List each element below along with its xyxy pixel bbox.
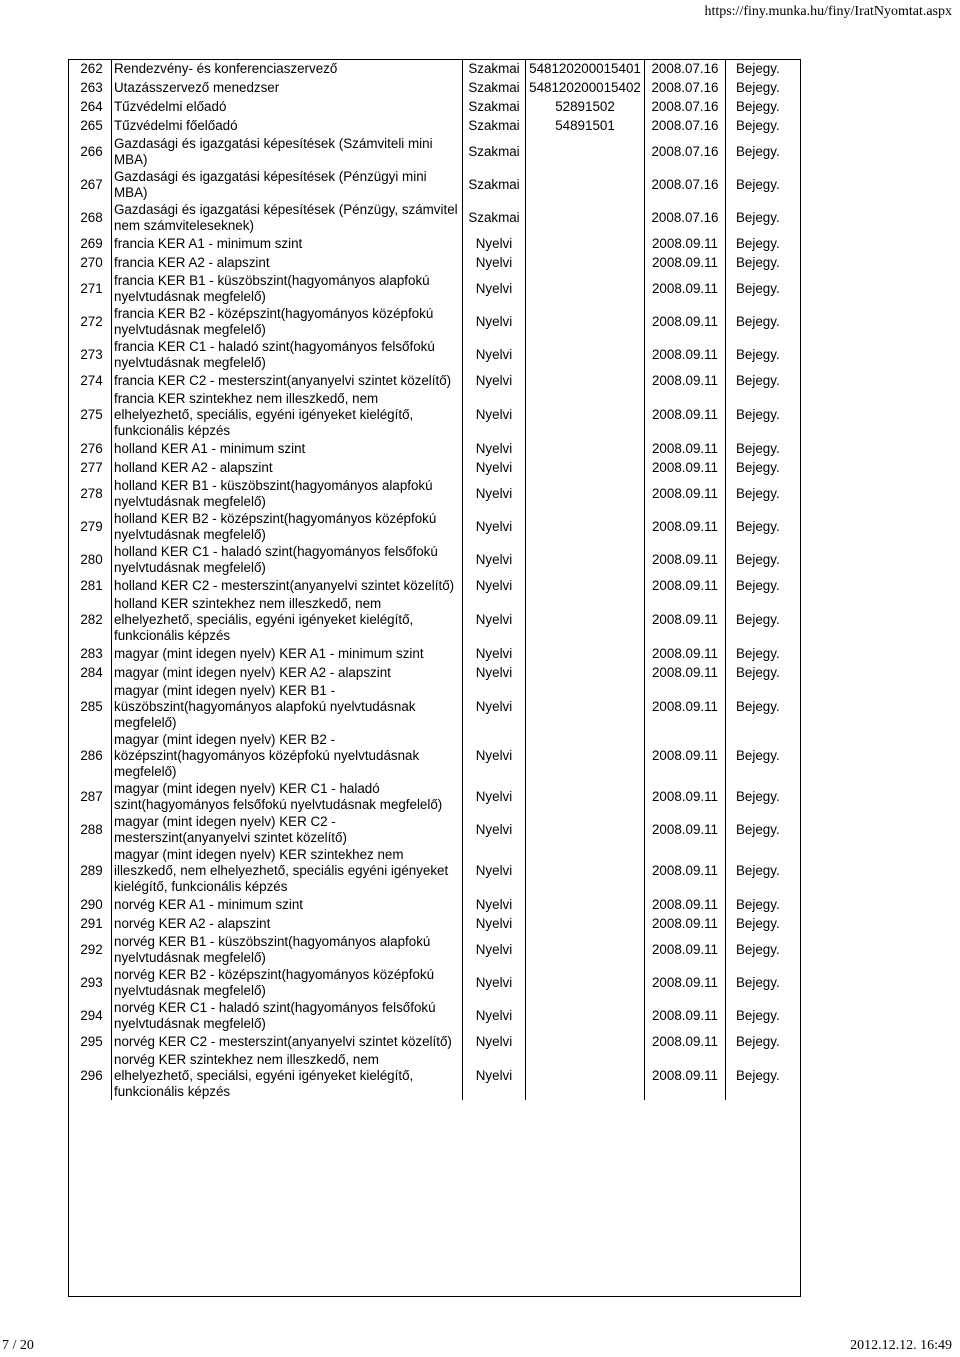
qualification-code: [526, 477, 645, 510]
row-number: 268: [80, 210, 103, 225]
registration-status: Bejegy.: [726, 576, 829, 595]
page-number: 7 / 20: [2, 1338, 34, 1353]
table-row: [68, 543, 828, 576]
registration-date: 2008.09.11: [645, 371, 726, 390]
qualification-name: francia KER B2 - középszint(hagyományos középfokú nyelvtudásnak megfelelő): [112, 305, 463, 338]
table-row: [68, 59, 828, 78]
qualification-name: holland KER B2 - középszint(hagyományos középfokú nyelvtudásnak megfelelő): [112, 510, 463, 543]
table-row: [68, 439, 828, 458]
qualification-code: [526, 966, 645, 999]
registration-date: 2008.07.16: [645, 59, 726, 78]
registration-status: Bejegy.: [726, 1032, 829, 1051]
qualification-code: 54891501: [526, 116, 645, 135]
qualification-code: [526, 510, 645, 543]
row-number: 277: [80, 460, 103, 475]
qualification-name: norvég KER B2 - középszint(hagyományos középfokú nyelvtudásnak megfelelő): [112, 966, 463, 999]
registration-date: 2008.09.11: [645, 458, 726, 477]
row-number: 276: [80, 441, 103, 456]
registration-status: Bejegy.: [726, 510, 829, 543]
qualification-type: Szakmai: [463, 59, 526, 78]
qualification-code: [526, 846, 645, 895]
qualification-name: magyar (mint idegen nyelv) KER szintekhez nem illeszkedő, nem elhelyezhető, speciális egyéni igényeket kielégítő, funkcionális képzés: [112, 846, 463, 895]
registration-date: 2008.09.11: [645, 595, 726, 644]
qualification-type: Nyelvi: [463, 510, 526, 543]
row-number: 266: [80, 144, 103, 159]
row-number: 285: [80, 699, 103, 714]
table-row: [68, 458, 828, 477]
registration-date: 2008.09.11: [645, 272, 726, 305]
qualification-code: [526, 644, 645, 663]
registration-date: 2008.07.16: [645, 116, 726, 135]
registration-date: 2008.07.16: [645, 201, 726, 234]
table-row: [68, 272, 828, 305]
registration-date: 2008.07.16: [645, 78, 726, 97]
registration-date: 2008.09.11: [645, 966, 726, 999]
table-row: [68, 933, 828, 966]
qualification-code: [526, 1032, 645, 1051]
qualification-type: Szakmai: [463, 135, 526, 168]
registration-date: 2008.09.11: [645, 510, 726, 543]
qualification-code: [526, 933, 645, 966]
qualification-name: magyar (mint idegen nyelv) KER C2 - mesterszint(anyanyelvi szintet közelítő): [112, 813, 463, 846]
qualification-code: [526, 543, 645, 576]
qualification-type: Szakmai: [463, 168, 526, 201]
qualification-code: [526, 135, 645, 168]
registration-status: Bejegy.: [726, 168, 829, 201]
qualification-type: Nyelvi: [463, 439, 526, 458]
registration-date: 2008.09.11: [645, 682, 726, 731]
qualification-type: Nyelvi: [463, 644, 526, 663]
qualification-code: [526, 338, 645, 371]
table-row: [68, 966, 828, 999]
table-row: [68, 999, 828, 1032]
qualification-code: [526, 371, 645, 390]
registration-date: 2008.09.11: [645, 338, 726, 371]
qualification-type: Nyelvi: [463, 813, 526, 846]
registration-date: 2008.09.11: [645, 999, 726, 1032]
page-url: https://finy.munka.hu/finy/IratNyomtat.aspx: [704, 4, 952, 19]
qualification-code: [526, 458, 645, 477]
qualification-type: Nyelvi: [463, 1032, 526, 1051]
qualification-code: [526, 201, 645, 234]
qualification-type: Szakmai: [463, 116, 526, 135]
registration-status: Bejegy.: [726, 663, 829, 682]
qualification-code: 548120200015401: [526, 59, 645, 78]
qualification-name: norvég KER szintekhez nem illeszkedő, nem elhelyezhető, speciálsi, egyéni igényeket kielégítő, funkcionális képzés: [112, 1051, 463, 1100]
table-row: [68, 78, 828, 97]
registration-date: 2008.09.11: [645, 813, 726, 846]
qualification-name: holland KER C2 - mesterszint(anyanyelvi szintet közelítő): [112, 576, 463, 595]
registration-status: Bejegy.: [726, 914, 829, 933]
qualification-table-body: [68, 59, 828, 1100]
table-row: [68, 477, 828, 510]
qualification-name: Tűzvédelmi előadó: [112, 97, 463, 116]
qualification-code: [526, 780, 645, 813]
qualification-type: Szakmai: [463, 78, 526, 97]
qualification-name: norvég KER C1 - haladó szint(hagyományos felsőfokú nyelvtudásnak megfelelő): [112, 999, 463, 1032]
table-row: [68, 682, 828, 731]
row-number: 262: [80, 61, 103, 76]
row-number: 294: [80, 1008, 103, 1023]
row-number: 264: [80, 99, 103, 114]
qualification-name: holland KER szintekhez nem illeszkedő, nem elhelyezhető, speciális, egyéni igényeket kielégítő, funkcionális képzés: [112, 595, 463, 644]
qualification-table: [68, 59, 828, 1100]
qualification-type: Nyelvi: [463, 999, 526, 1032]
qualification-name: holland KER C1 - haladó szint(hagyományos felsőfokú nyelvtudásnak megfelelő): [112, 543, 463, 576]
qualification-type: Nyelvi: [463, 543, 526, 576]
row-number: 288: [80, 822, 103, 837]
row-number: 295: [80, 1034, 103, 1049]
row-number: 275: [80, 407, 103, 422]
qualification-code: [526, 595, 645, 644]
registration-status: Bejegy.: [726, 644, 829, 663]
registration-date: 2008.09.11: [645, 305, 726, 338]
registration-date: 2008.09.11: [645, 914, 726, 933]
registration-status: Bejegy.: [726, 135, 829, 168]
qualification-name: magyar (mint idegen nyelv) KER B1 - küszöbszint(hagyományos alapfokú nyelvtudásnak megfelelő): [112, 682, 463, 731]
qualification-name: magyar (mint idegen nyelv) KER C1 - haladó szint(hagyományos felsőfokú nyelvtudásnak megfelelő): [112, 780, 463, 813]
row-number: 274: [80, 373, 103, 388]
row-number: 284: [80, 665, 103, 680]
row-number: 293: [80, 975, 103, 990]
row-number: 283: [80, 646, 103, 661]
registration-date: 2008.09.11: [645, 576, 726, 595]
qualification-name: francia KER A2 - alapszint: [112, 253, 463, 272]
qualification-type: Nyelvi: [463, 576, 526, 595]
qualification-table-container: [68, 59, 801, 1100]
qualification-name: holland KER A2 - alapszint: [112, 458, 463, 477]
qualification-code: [526, 390, 645, 439]
registration-date: 2008.09.11: [645, 846, 726, 895]
qualification-name: Tűzvédelmi főelőadó: [112, 116, 463, 135]
qualification-name: francia KER A1 - minimum szint: [112, 234, 463, 253]
table-row: [68, 914, 828, 933]
registration-date: 2008.09.11: [645, 543, 726, 576]
table-row: [68, 135, 828, 168]
registration-status: Bejegy.: [726, 201, 829, 234]
row-number: 263: [80, 80, 103, 95]
qualification-type: Nyelvi: [463, 780, 526, 813]
qualification-name: Gazdasági és igazgatási képesítések (Pénzügyi mini MBA): [112, 168, 463, 201]
row-number: 279: [80, 519, 103, 534]
qualification-type: Nyelvi: [463, 682, 526, 731]
table-row: [68, 846, 828, 895]
registration-date: 2008.07.16: [645, 135, 726, 168]
registration-status: Bejegy.: [726, 116, 829, 135]
registration-date: 2008.09.11: [645, 780, 726, 813]
table-row: [68, 234, 828, 253]
registration-date: 2008.09.11: [645, 477, 726, 510]
row-number: 272: [80, 314, 103, 329]
registration-status: Bejegy.: [726, 390, 829, 439]
qualification-type: Nyelvi: [463, 1051, 526, 1100]
qualification-name: norvég KER A1 - minimum szint: [112, 895, 463, 914]
registration-status: Bejegy.: [726, 543, 829, 576]
registration-status: Bejegy.: [726, 59, 829, 78]
qualification-name: norvég KER C2 - mesterszint(anyanyelvi szintet közelítő): [112, 1032, 463, 1051]
qualification-name: norvég KER B1 - küszöbszint(hagyományos alapfokú nyelvtudásnak megfelelő): [112, 933, 463, 966]
table-row: [68, 780, 828, 813]
qualification-type: Szakmai: [463, 201, 526, 234]
qualification-name: holland KER B1 - küszöbszint(hagyományos alapfokú nyelvtudásnak megfelelő): [112, 477, 463, 510]
qualification-code: [526, 813, 645, 846]
registration-date: 2008.09.11: [645, 253, 726, 272]
qualification-name: francia KER B1 - küszöbszint(hagyományos alapfokú nyelvtudásnak megfelelő): [112, 272, 463, 305]
qualification-type: Nyelvi: [463, 933, 526, 966]
qualification-type: Szakmai: [463, 97, 526, 116]
table-row: [68, 1051, 828, 1100]
table-row: [68, 576, 828, 595]
qualification-type: Nyelvi: [463, 595, 526, 644]
print-timestamp: 2012.12.12. 16:49: [850, 1338, 952, 1353]
row-number: 290: [80, 897, 103, 912]
table-row: [68, 731, 828, 780]
registration-status: Bejegy.: [726, 97, 829, 116]
qualification-code: [526, 272, 645, 305]
registration-status: Bejegy.: [726, 895, 829, 914]
qualification-type: Nyelvi: [463, 272, 526, 305]
registration-date: 2008.09.11: [645, 1051, 726, 1100]
qualification-type: Nyelvi: [463, 731, 526, 780]
qualification-code: [526, 234, 645, 253]
qualification-type: Nyelvi: [463, 663, 526, 682]
qualification-name: holland KER A1 - minimum szint: [112, 439, 463, 458]
registration-date: 2008.07.16: [645, 168, 726, 201]
qualification-type: Nyelvi: [463, 966, 526, 999]
qualification-name: francia KER C1 - haladó szint(hagyományos felsőfokú nyelvtudásnak megfelelő): [112, 338, 463, 371]
qualification-name: Gazdasági és igazgatási képesítések (Pénzügy, számvitel nem számviteleseknek): [112, 201, 463, 234]
registration-status: Bejegy.: [726, 1051, 829, 1100]
row-number: 267: [80, 177, 103, 192]
row-number: 287: [80, 789, 103, 804]
registration-date: 2008.09.11: [645, 731, 726, 780]
registration-status: Bejegy.: [726, 338, 829, 371]
qualification-type: Nyelvi: [463, 371, 526, 390]
qualification-name: Utazásszervező menedzser: [112, 78, 463, 97]
table-row: [68, 116, 828, 135]
registration-status: Bejegy.: [726, 846, 829, 895]
registration-date: 2008.09.11: [645, 933, 726, 966]
table-row: [68, 510, 828, 543]
qualification-name: magyar (mint idegen nyelv) KER A1 - minimum szint: [112, 644, 463, 663]
registration-date: 2008.09.11: [645, 663, 726, 682]
qualification-name: francia KER C2 - mesterszint(anyanyelvi szintet közelítő): [112, 371, 463, 390]
row-number: 278: [80, 486, 103, 501]
row-number: 292: [80, 942, 103, 957]
table-row: [68, 253, 828, 272]
qualification-code: 548120200015402: [526, 78, 645, 97]
qualification-name: magyar (mint idegen nyelv) KER A2 - alapszint: [112, 663, 463, 682]
registration-status: Bejegy.: [726, 813, 829, 846]
registration-status: Bejegy.: [726, 458, 829, 477]
row-number: 269: [80, 236, 103, 251]
qualification-code: [526, 731, 645, 780]
row-number: 282: [80, 612, 103, 627]
table-row: [68, 895, 828, 914]
row-number: 296: [80, 1068, 103, 1083]
qualification-type: Nyelvi: [463, 914, 526, 933]
qualification-type: Nyelvi: [463, 305, 526, 338]
registration-date: 2008.09.11: [645, 390, 726, 439]
registration-date: 2008.09.11: [645, 439, 726, 458]
table-row: [68, 390, 828, 439]
registration-status: Bejegy.: [726, 731, 829, 780]
registration-status: Bejegy.: [726, 253, 829, 272]
qualification-type: Nyelvi: [463, 253, 526, 272]
registration-status: Bejegy.: [726, 234, 829, 253]
table-row: [68, 813, 828, 846]
qualification-name: magyar (mint idegen nyelv) KER B2 - középszint(hagyományos középfokú nyelvtudásnak megfelelő): [112, 731, 463, 780]
qualification-type: Nyelvi: [463, 895, 526, 914]
qualification-code: 52891502: [526, 97, 645, 116]
table-row: [68, 305, 828, 338]
registration-date: 2008.09.11: [645, 895, 726, 914]
row-number: 291: [80, 916, 103, 931]
qualification-type: Nyelvi: [463, 338, 526, 371]
registration-status: Bejegy.: [726, 682, 829, 731]
table-row: [68, 97, 828, 116]
qualification-code: [526, 914, 645, 933]
registration-status: Bejegy.: [726, 999, 829, 1032]
registration-status: Bejegy.: [726, 595, 829, 644]
registration-date: 2008.09.11: [645, 234, 726, 253]
row-number: 286: [80, 748, 103, 763]
qualification-type: Nyelvi: [463, 234, 526, 253]
row-number: 281: [80, 578, 103, 593]
registration-status: Bejegy.: [726, 371, 829, 390]
registration-status: Bejegy.: [726, 439, 829, 458]
row-number: 289: [80, 863, 103, 878]
qualification-code: [526, 663, 645, 682]
qualification-code: [526, 168, 645, 201]
registration-status: Bejegy.: [726, 477, 829, 510]
row-number: 271: [80, 281, 103, 296]
qualification-code: [526, 682, 645, 731]
qualification-name: francia KER szintekhez nem illeszkedő, nem elhelyezhető, speciális, egyéni igényeket kielégítő, funkcionális képzés: [112, 390, 463, 439]
registration-status: Bejegy.: [726, 78, 829, 97]
row-number: 280: [80, 552, 103, 567]
table-row: [68, 644, 828, 663]
qualification-code: [526, 1051, 645, 1100]
table-row: [68, 201, 828, 234]
row-number: 273: [80, 347, 103, 362]
qualification-type: Nyelvi: [463, 477, 526, 510]
table-row: [68, 338, 828, 371]
qualification-code: [526, 439, 645, 458]
table-row: [68, 663, 828, 682]
row-number: 270: [80, 255, 103, 270]
registration-date: 2008.07.16: [645, 97, 726, 116]
qualification-code: [526, 576, 645, 595]
table-row: [68, 168, 828, 201]
qualification-type: Nyelvi: [463, 390, 526, 439]
qualification-type: Nyelvi: [463, 458, 526, 477]
registration-date: 2008.09.11: [645, 644, 726, 663]
qualification-name: Rendezvény- és konferenciaszervező: [112, 59, 463, 78]
registration-date: 2008.09.11: [645, 1032, 726, 1051]
qualification-code: [526, 999, 645, 1032]
registration-status: Bejegy.: [726, 305, 829, 338]
qualification-code: [526, 305, 645, 338]
qualification-code: [526, 253, 645, 272]
registration-status: Bejegy.: [726, 933, 829, 966]
qualification-type: Nyelvi: [463, 846, 526, 895]
qualification-name: norvég KER A2 - alapszint: [112, 914, 463, 933]
qualification-name: Gazdasági és igazgatási képesítések (Számviteli mini MBA): [112, 135, 463, 168]
qualification-code: [526, 895, 645, 914]
row-number: 265: [80, 118, 103, 133]
registration-status: Bejegy.: [726, 272, 829, 305]
registration-status: Bejegy.: [726, 780, 829, 813]
table-row: [68, 1032, 828, 1051]
table-row: [68, 371, 828, 390]
registration-status: Bejegy.: [726, 966, 829, 999]
table-row: [68, 595, 828, 644]
